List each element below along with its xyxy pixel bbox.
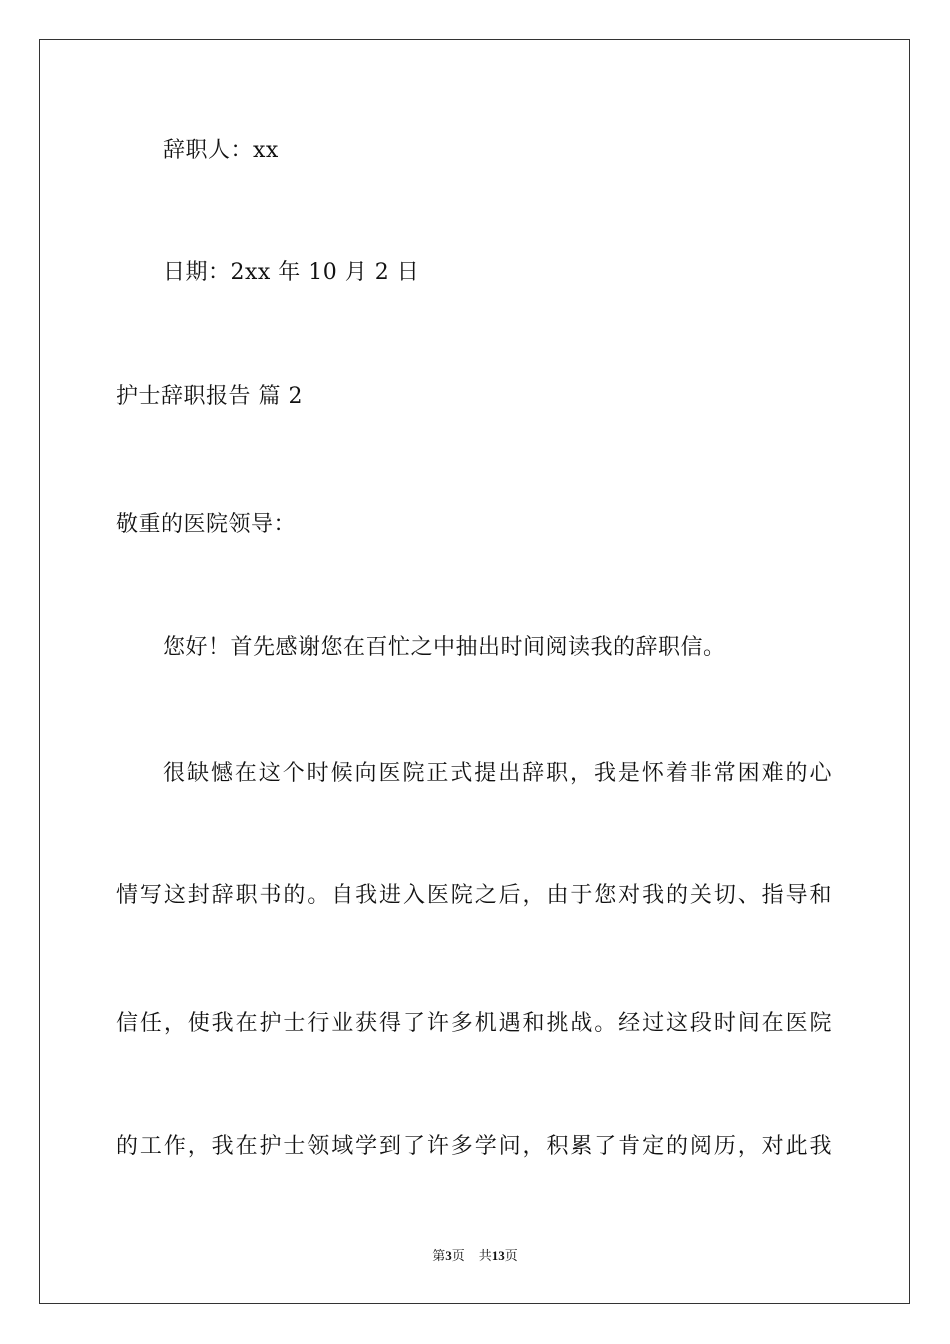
page-border	[39, 39, 910, 1304]
section-title: 护士辞职报告 篇 2	[116, 384, 303, 409]
resigner-line: 辞职人：xx	[163, 138, 279, 163]
paragraph-body-line-1: 很缺憾在这个时候向医院正式提出辞职，我是怀着非常困难的心	[163, 761, 832, 786]
footer-page-suffix: 页	[451, 1248, 465, 1263]
footer-page-current: 3	[445, 1248, 452, 1263]
paragraph-body-line-4: 的工作，我在护士领域学到了许多学问，积累了肯定的阅历，对此我	[116, 1134, 832, 1159]
footer-total-suffix: 页	[504, 1248, 518, 1263]
footer-page-prefix: 第	[432, 1248, 446, 1263]
page-footer	[0, 1247, 950, 1265]
salutation: 敬重的医院领导：	[116, 512, 297, 537]
date-line: 日期：2xx 年 10 月 2 日	[163, 260, 420, 285]
footer-total-pages: 13	[491, 1248, 505, 1263]
paragraph-greeting: 您好！首先感谢您在百忙之中抽出时间阅读我的辞职信。	[163, 635, 726, 660]
paragraph-body-line-3: 信任，使我在护士行业获得了许多机遇和挑战。经过这段时间在医院	[116, 1011, 832, 1036]
paragraph-body-line-2: 情写这封辞职书的。自我进入医院之后，由于您对我的关切、指导和	[116, 883, 832, 908]
footer-total-prefix: 共	[478, 1248, 492, 1263]
